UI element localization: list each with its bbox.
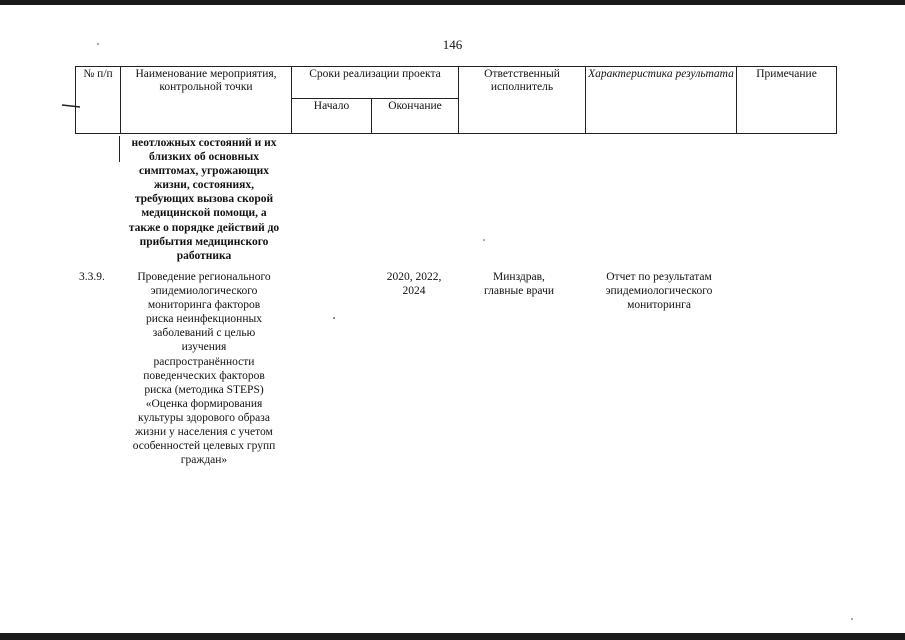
scan-speck	[97, 43, 99, 45]
row-name-line: распространённости	[153, 355, 255, 368]
header-num: № п/п	[76, 67, 121, 134]
header-terms: Сроки реализации проекта	[292, 67, 459, 99]
row-name-line: мониторинга факторов	[147, 299, 261, 312]
row-name-line: «Оценка формирования	[145, 397, 263, 410]
row-name-line: риска неинфекционных	[146, 313, 262, 326]
continuation-line: близких об основных	[149, 151, 259, 164]
continuation-line: прибытия медицинского	[139, 235, 269, 248]
header-executor: Ответственный исполнитель	[459, 67, 586, 134]
page-number: 146	[442, 37, 463, 52]
continuation-line: работника	[176, 249, 232, 262]
scan-bottom-border	[0, 633, 905, 640]
row-number: 3.3.9.	[79, 271, 105, 283]
row-name-line: изучения	[181, 341, 227, 354]
row-name-line: риска (методика STEPS)	[144, 383, 264, 396]
row-name-line: эпидемиологического	[150, 285, 258, 298]
row-name-line: жизни у населения с учетом	[135, 426, 273, 439]
row-result-line: эпидемиологического	[605, 285, 713, 298]
continuation-line: симптомах, угрожающих	[138, 165, 269, 178]
scan-mark	[62, 105, 80, 107]
continuation-line: жизни, состояниях,	[154, 179, 254, 192]
row-name-line: особенностей целевых групп	[132, 440, 276, 453]
continuation-line: требующих вызова скорой	[134, 193, 274, 206]
scan-speck	[333, 317, 335, 319]
row-name-line: заболеваний с целью	[152, 327, 256, 340]
row-executor-line: Минздрав,	[493, 271, 545, 283]
header-name: Наименование мероприятия, контрольной точки	[121, 67, 292, 134]
row-name-line: поведенческих факторов	[143, 369, 265, 382]
header-start: Начало	[292, 99, 372, 134]
continuation-line: также о порядке действий до	[128, 221, 280, 234]
continuation-line: медицинской помощи, а	[141, 207, 267, 220]
scan-speck	[483, 239, 485, 241]
row-name-line: Проведение регионального	[137, 271, 271, 283]
row-end-line: 2024	[402, 285, 426, 298]
row-executor-line: главные врачи	[483, 285, 555, 298]
header-result: Характеристика результата	[586, 67, 737, 134]
header-end: Окончание	[372, 99, 459, 134]
continuation-line: неотложных состояний и их	[131, 137, 277, 149]
row-result-line: мониторинга	[627, 299, 691, 312]
header-note: Примечание	[737, 67, 837, 134]
row-name-line: граждан»	[180, 454, 228, 467]
row-result-line: Отчет по результатам	[606, 271, 712, 283]
row-name-line: культуры здорового образа	[138, 411, 270, 424]
scan-speck	[851, 618, 853, 620]
row-end-line: 2020, 2022,	[386, 271, 442, 283]
